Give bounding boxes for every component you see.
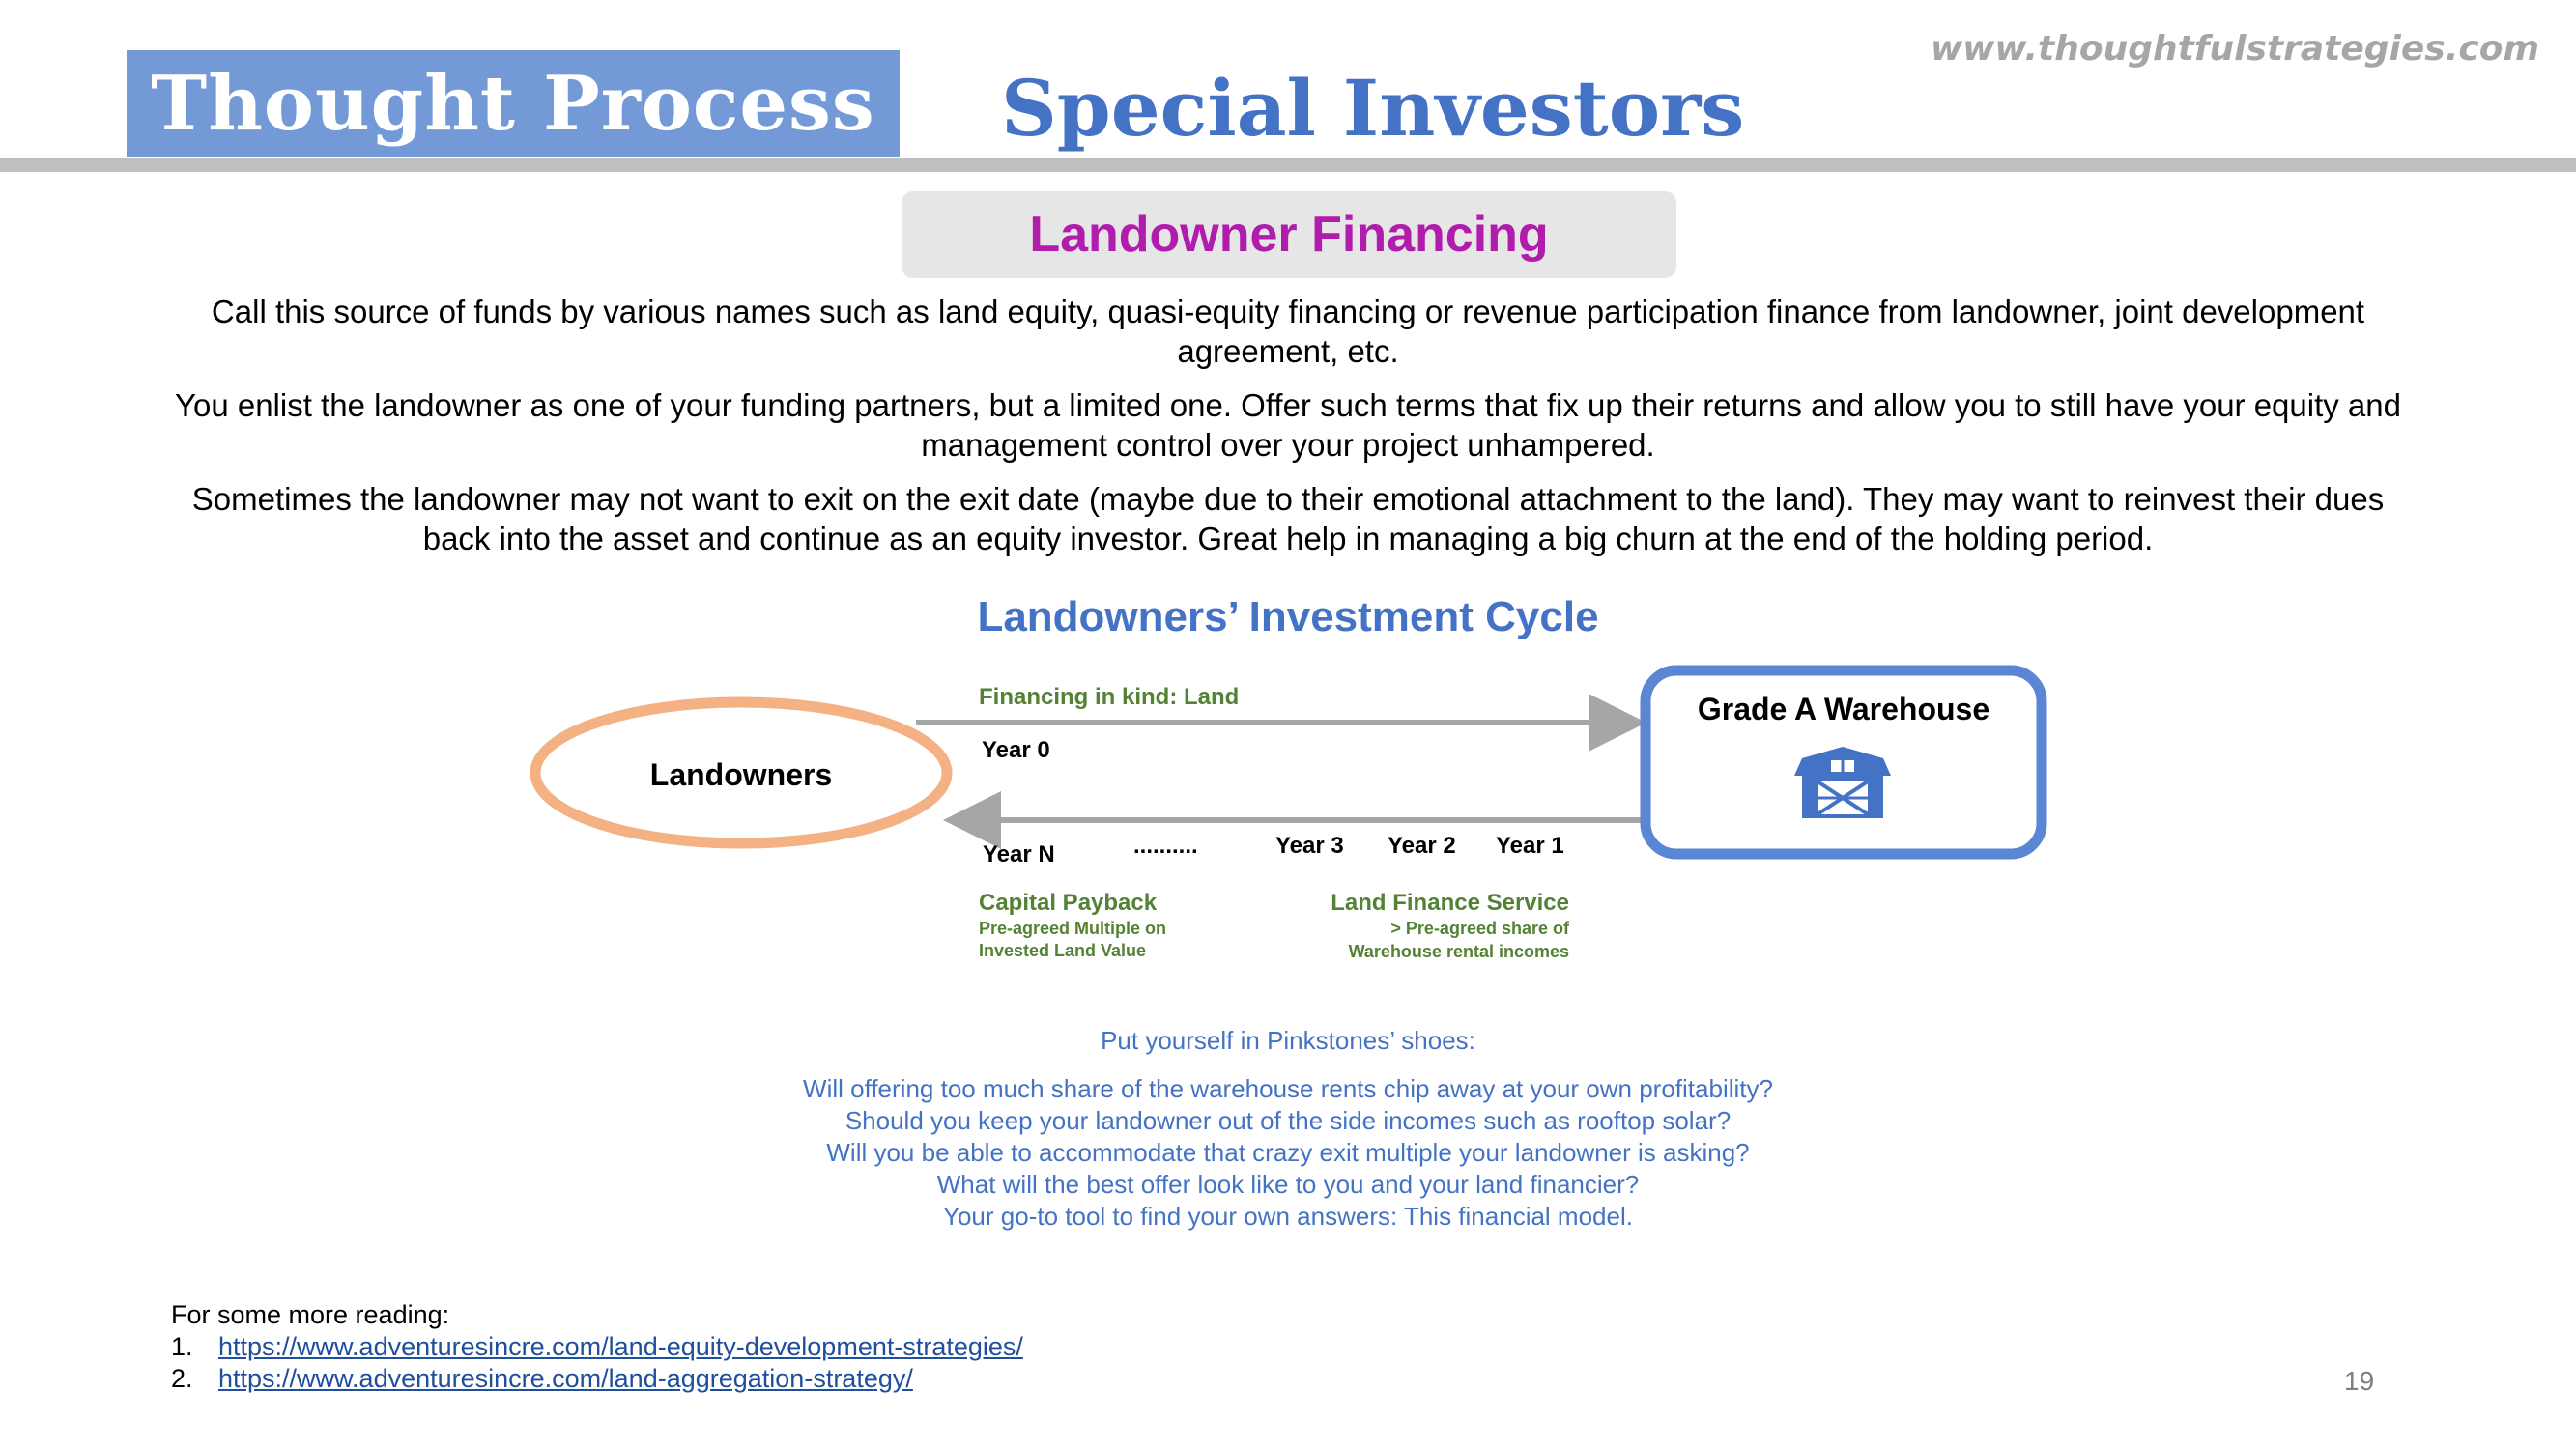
payback-title: Capital Payback bbox=[979, 890, 1158, 916]
questions-intro: Put yourself in Pinkstones’ shoes: bbox=[1101, 1026, 1475, 1055]
year-2-label: Year 2 bbox=[1388, 833, 1456, 859]
year-n-label: Year N bbox=[983, 841, 1055, 867]
reference-link-2[interactable]: https://www.adventuresincre.com/land-aggregation-strategy/ bbox=[218, 1364, 913, 1393]
further-reading bbox=[171, 1299, 1023, 1395]
section-tag-label: Thought Process bbox=[151, 60, 875, 148]
paragraph-2: You enlist the landowner as one of your funding partners, but a limited one. Offer such terms that fix up their returns and allow you to still have your equity and management control over your project unhampered. bbox=[175, 387, 2401, 463]
financing-label: Financing in kind: Land bbox=[979, 684, 1240, 710]
payback-line-2: Invested Land Value bbox=[979, 941, 1147, 960]
reference-number: 2. bbox=[171, 1364, 193, 1393]
service-line-1: > Pre-agreed share of bbox=[1390, 919, 1569, 938]
slide-title: Special Investors bbox=[1001, 63, 1745, 154]
barn-icon bbox=[1794, 747, 1891, 818]
reference-item bbox=[171, 1331, 1023, 1363]
year-3-label: Year 3 bbox=[1275, 833, 1344, 859]
paragraph-1: Call this source of funds by various names such as land equity, quasi-equity financing or revenue participation finance from landowner, joint development agreement, etc. bbox=[211, 294, 2365, 369]
reflection-questions bbox=[0, 1025, 2576, 1233]
subtitle-text: Landowner Financing bbox=[1029, 207, 1549, 263]
website-watermark: www.thoughtfulstrategies.com bbox=[1930, 29, 2539, 69]
question-line: Your go-to tool to find your own answers: This financial model. bbox=[943, 1202, 1633, 1231]
reading-heading: For some more reading: bbox=[171, 1300, 450, 1329]
diagram-title: Landowners’ Investment Cycle bbox=[977, 593, 1599, 640]
question-line: Will offering too much share of the warehouse rents chip away at your own profitability? bbox=[803, 1074, 1773, 1103]
question-line: Will you be able to accommodate that crazy exit multiple your landowner is asking? bbox=[826, 1138, 1750, 1167]
reference-number: 1. bbox=[171, 1332, 193, 1361]
service-title: Land Finance Service bbox=[1331, 890, 1569, 916]
page-number: 19 bbox=[2344, 1366, 2375, 1396]
service-line-2: Warehouse rental incomes bbox=[1348, 942, 1569, 961]
payback-line-1: Pre-agreed Multiple on bbox=[979, 919, 1167, 938]
year-0-label: Year 0 bbox=[982, 737, 1050, 763]
year-1-label: Year 1 bbox=[1496, 833, 1564, 859]
question-line: Should you keep your landowner out of the side incomes such as rooftop solar? bbox=[844, 1106, 1732, 1135]
reference-item bbox=[171, 1363, 1023, 1395]
warehouse-label: Grade A Warehouse bbox=[1697, 692, 1990, 726]
reference-link-1[interactable]: https://www.adventuresincre.com/land-equity-development-strategies/ bbox=[218, 1332, 1023, 1361]
ellipsis-dots: .......... bbox=[1133, 833, 1198, 859]
paragraph-3: Sometimes the landowner may not want to exit on the exit date (maybe due to their emotional attachment to the land). They may want to reinvest their dues back into the asset and continue as an equity investor. Great help in managing a big churn at the end of the holding period. bbox=[191, 481, 2385, 556]
question-line: What will the best offer look like to you and your land financier? bbox=[936, 1170, 1640, 1199]
landowners-label: Landowners bbox=[649, 757, 833, 792]
